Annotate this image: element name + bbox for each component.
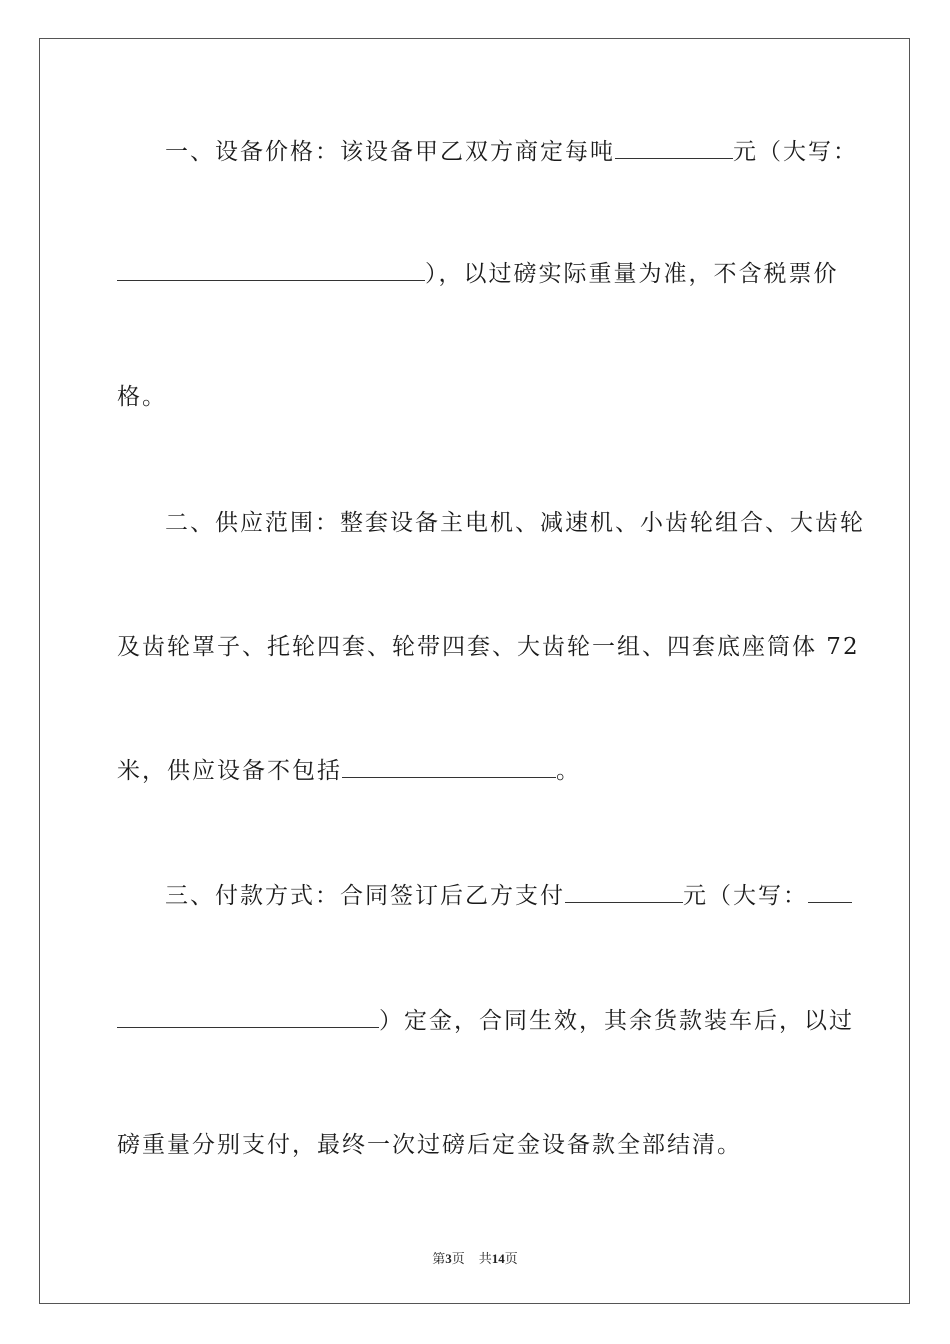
section3-text-c: ）定金，合同生效，其余货款装车后，以过: [379, 1008, 854, 1034]
page-footer: [0, 1248, 950, 1267]
deposit-amount-blank[interactable]: [565, 882, 683, 903]
section3-line3: [117, 1130, 833, 1160]
footer-page-prefix: 第: [432, 1251, 446, 1266]
price-per-ton-blank[interactable]: [615, 138, 733, 159]
section1-text-c: ），以过磅实际重量为准，不含税票价: [425, 261, 839, 287]
section1-line1: [165, 137, 881, 167]
section2-line2: [117, 632, 860, 662]
section1-text-d: 格。: [117, 384, 167, 410]
section3-text-d: 磅重量分别支付，最终一次过磅后定金设备款全部结清。: [117, 1132, 742, 1158]
page-border: [39, 38, 910, 1304]
section1-line3: [117, 382, 833, 412]
section1-text-a: 一、设备价格：该设备甲乙双方商定每吨: [165, 139, 615, 165]
section3-line2: [117, 1006, 854, 1036]
section3-text-a: 三、付款方式：合同签订后乙方支付: [165, 883, 565, 909]
section2-line3: [117, 756, 833, 786]
deposit-uppercase-blank-end[interactable]: [117, 1007, 379, 1028]
footer-page-unit: 页: [451, 1251, 465, 1266]
section2-text-c: 米，供应设备不包括: [117, 758, 342, 784]
section1-text-b: 元（大写：: [733, 139, 858, 165]
footer-total-pages: 14: [491, 1251, 505, 1266]
section2-text-b: 及齿轮罩子、托轮四套、轮带四套、大齿轮一组、四套底座筒体 72: [117, 634, 860, 660]
excluded-equipment-blank[interactable]: [342, 757, 556, 778]
footer-total-prefix: 共: [478, 1251, 492, 1266]
footer-page-number: 3: [445, 1251, 452, 1266]
footer-total-unit: 页: [504, 1251, 518, 1266]
price-uppercase-blank[interactable]: [117, 260, 425, 281]
section2-line1: [165, 508, 881, 538]
section1-line2: [117, 259, 839, 289]
section2-text-a: 二、供应范围：整套设备主电机、减速机、小齿轮组合、大齿轮: [165, 510, 865, 536]
section3-text-b: 元（大写：: [683, 883, 808, 909]
deposit-uppercase-blank-start[interactable]: [808, 882, 852, 903]
section2-text-d: 。: [556, 758, 581, 784]
section3-line1: [165, 881, 881, 911]
